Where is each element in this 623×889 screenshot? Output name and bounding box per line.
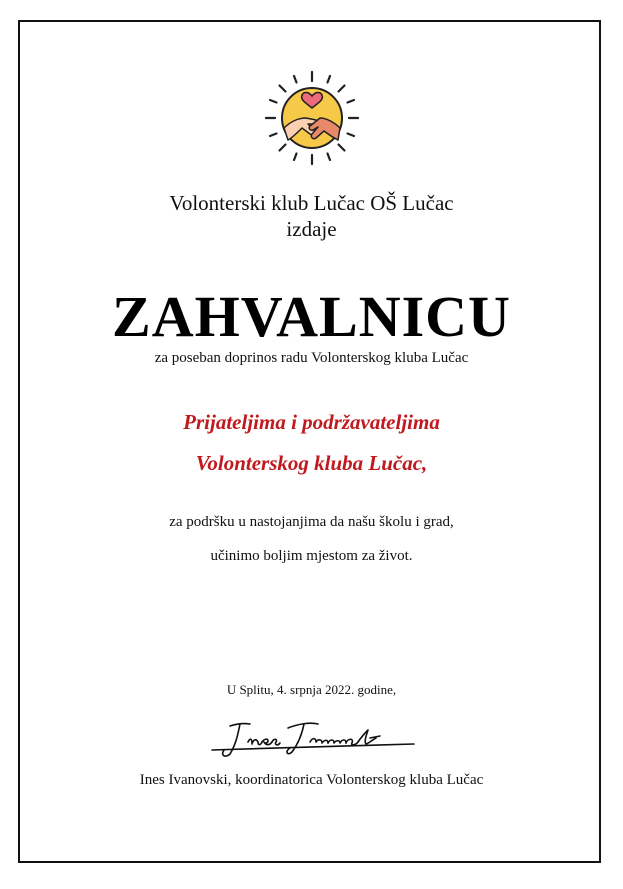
signer-name-title: Ines Ivanovski, koordinatorica Volonterskog kluba Lučac	[139, 772, 484, 788]
signature	[206, 712, 420, 760]
recipient-line-2: Volonterskog kluba Lučac,	[195, 451, 428, 475]
issues-text: izdaje	[286, 217, 337, 241]
issuer-name: Volonterski klub Lučac OŠ Lučac	[169, 191, 454, 215]
body-line-1: za podršku u nastojanjima da našu školu i grad,	[169, 514, 454, 530]
certificate-subtitle: za poseban doprinos radu Volonterskog kluba Lučac	[154, 350, 469, 366]
date-place: U Splitu, 4. srpnja 2022. godine,	[226, 682, 397, 697]
recipient-line-1: Prijateljima i podržavateljima	[183, 410, 440, 434]
certificate-title: ZAHVALNICU	[112, 284, 511, 349]
body-line-2: učinimo boljim mjestom za život.	[210, 548, 413, 564]
sun-handshake-heart-icon	[262, 68, 362, 168]
